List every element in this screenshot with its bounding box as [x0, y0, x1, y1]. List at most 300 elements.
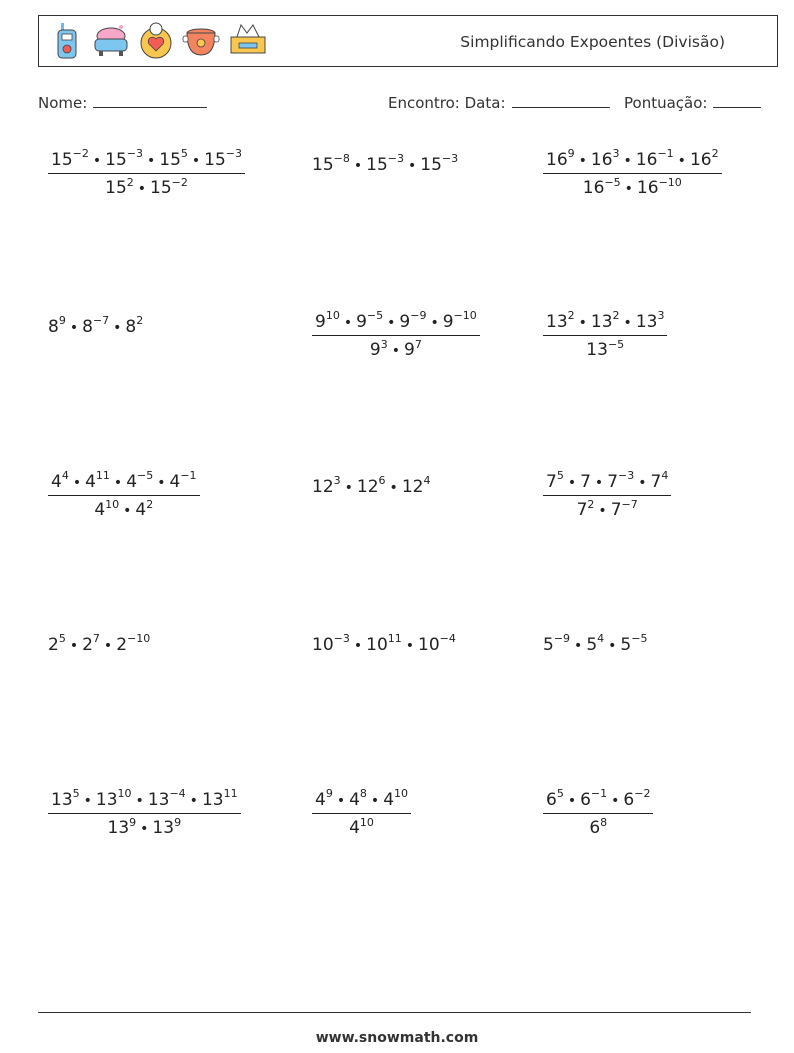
- exponent: 9: [174, 815, 182, 829]
- power-term: [543, 632, 571, 655]
- power-term: [650, 469, 669, 492]
- power-term: [125, 314, 144, 337]
- footer-url: www.snowmath.com: [315, 1030, 479, 1046]
- multiply-dot: •: [405, 637, 415, 654]
- exponent: −4: [439, 632, 456, 645]
- power-term: [51, 469, 69, 492]
- base: 13: [152, 818, 175, 839]
- numerator: [312, 788, 411, 813]
- exponent: 2: [587, 497, 595, 511]
- exponent: 10: [117, 787, 132, 800]
- multiply-dot: •: [353, 157, 363, 174]
- multiply-dot: •: [157, 474, 166, 491]
- power-term: [623, 787, 651, 810]
- base: 7: [580, 471, 591, 492]
- base: 15: [105, 178, 127, 199]
- power-term: [383, 787, 409, 810]
- denominator: [48, 813, 241, 839]
- expression: [48, 314, 144, 337]
- power-term: [105, 175, 134, 199]
- expression: [312, 152, 459, 175]
- power-term: [201, 787, 238, 810]
- base: 7: [607, 471, 619, 492]
- power-term: [610, 497, 638, 521]
- exponent: 5: [180, 147, 188, 160]
- multiply-dot: •: [135, 792, 144, 809]
- power-term: [159, 147, 188, 170]
- power-term: [204, 147, 243, 170]
- base: 4: [349, 789, 360, 810]
- multiply-dot: •: [578, 314, 587, 331]
- multiply-dot: •: [578, 152, 587, 169]
- base: 15: [420, 154, 442, 175]
- multiply-dot: •: [430, 314, 439, 331]
- multiply-dot: •: [189, 792, 198, 809]
- expression: [51, 469, 197, 492]
- exponent: −8: [333, 152, 350, 165]
- exponent: 2: [711, 147, 719, 160]
- fraction: [48, 148, 245, 198]
- base: 10: [418, 634, 440, 655]
- tissue-box-icon: [227, 21, 269, 61]
- base: 9: [369, 340, 381, 361]
- problem-2: [312, 150, 458, 176]
- baby-monitor-icon: [51, 21, 85, 61]
- base: 10: [366, 634, 388, 655]
- expression: [543, 632, 648, 655]
- power-term: [635, 147, 674, 170]
- power-term: [126, 469, 154, 492]
- power-term: [150, 175, 188, 199]
- power-term: [580, 472, 591, 492]
- base: 4: [315, 789, 326, 810]
- multiply-dot: •: [103, 637, 113, 654]
- base: 15: [51, 149, 73, 170]
- multiply-dot: •: [370, 792, 380, 809]
- power-term: [401, 474, 431, 497]
- exponent: −2: [171, 175, 188, 189]
- date-blank[interactable]: [512, 93, 610, 108]
- base: 13: [590, 311, 613, 332]
- exponent: −3: [126, 147, 143, 160]
- exponent: −1: [180, 469, 197, 482]
- power-term: [116, 632, 151, 655]
- exponent: −5: [607, 337, 625, 351]
- base: 16: [635, 149, 658, 170]
- problem-15: [543, 788, 653, 838]
- expression: [94, 497, 154, 521]
- power-term: [546, 469, 564, 492]
- exponent: 11: [387, 632, 402, 645]
- base: 13: [51, 789, 73, 810]
- base: 9: [442, 311, 454, 332]
- base: 8: [48, 316, 59, 337]
- exponent: −1: [590, 787, 608, 800]
- exponent: 2: [612, 309, 620, 322]
- exponent: −3: [333, 632, 350, 645]
- power-term: [105, 147, 143, 170]
- problem-6: [543, 310, 667, 360]
- problem-1: [48, 148, 245, 198]
- base: 7: [576, 500, 588, 521]
- exponent: 10: [359, 815, 374, 829]
- denominator: [312, 335, 480, 361]
- power-term: [51, 147, 89, 170]
- base: 4: [51, 471, 62, 492]
- expression: [315, 309, 477, 332]
- power-term: [107, 815, 137, 839]
- power-term: [590, 309, 620, 332]
- exponent: 8: [600, 815, 608, 829]
- expression: [546, 147, 719, 170]
- multiply-dot: •: [113, 474, 123, 491]
- numerator: [543, 470, 671, 495]
- problem-7: [48, 470, 200, 520]
- power-term: [399, 309, 427, 332]
- name-label: Nome:: [38, 94, 88, 112]
- denominator: [543, 173, 722, 199]
- base: 9: [404, 340, 415, 361]
- base: 15: [204, 149, 226, 170]
- base: 13: [546, 311, 568, 332]
- exponent: 5: [556, 787, 564, 800]
- base: 9: [315, 311, 326, 332]
- base: 13: [147, 789, 170, 810]
- base: 13: [107, 818, 130, 839]
- base: 15: [366, 154, 388, 175]
- numerator: [543, 788, 653, 813]
- base: 2: [48, 634, 59, 655]
- problem-8: [312, 472, 430, 498]
- expression: [107, 815, 182, 839]
- multiply-dot: •: [69, 637, 79, 654]
- exponent: 9: [58, 314, 66, 327]
- base: 15: [105, 149, 127, 170]
- base: 6: [623, 789, 635, 810]
- multiply-dot: •: [343, 314, 353, 331]
- power-term: [635, 309, 665, 332]
- power-term: [580, 787, 608, 810]
- power-term: [135, 497, 154, 521]
- multiply-dot: •: [638, 474, 647, 491]
- problem-11: [312, 630, 456, 656]
- numerator: [48, 470, 200, 495]
- exponent: 3: [612, 147, 620, 160]
- multiply-dot: •: [407, 157, 417, 174]
- multiply-dot: •: [92, 152, 102, 169]
- power-term: [356, 474, 386, 497]
- multiply-dot: •: [608, 637, 617, 654]
- fraction: [312, 788, 411, 838]
- exponent: 5: [58, 632, 66, 645]
- base: 4: [383, 789, 395, 810]
- base: 12: [356, 476, 379, 497]
- exponent: 7: [414, 337, 422, 351]
- power-term: [546, 787, 564, 810]
- denominator: [312, 813, 411, 839]
- fraction: [543, 788, 653, 838]
- power-term: [589, 815, 608, 839]
- multiply-dot: •: [140, 821, 149, 838]
- exponent: 4: [61, 469, 69, 482]
- score-field[interactable]: [624, 93, 761, 112]
- base: 7: [610, 500, 622, 521]
- exponent: 4: [661, 469, 669, 482]
- exponent: −3: [441, 152, 459, 165]
- exponent: −2: [72, 147, 89, 160]
- exponent: 2: [146, 497, 154, 511]
- numerator: [543, 148, 722, 173]
- base: 13: [95, 789, 118, 810]
- denominator: [543, 335, 667, 361]
- problem-13: [48, 788, 241, 838]
- base: 15: [159, 149, 181, 170]
- expression: [586, 337, 625, 361]
- exponent: −9: [410, 309, 427, 322]
- date-field[interactable]: [388, 93, 610, 112]
- exponent: −4: [169, 787, 186, 800]
- power-term: [576, 497, 595, 521]
- power-term: [586, 337, 625, 361]
- fraction: [48, 470, 200, 520]
- denominator: [543, 813, 653, 839]
- exponent: −5: [604, 175, 621, 189]
- numerator: [312, 310, 480, 335]
- multiply-dot: •: [123, 503, 132, 520]
- base: 16: [582, 178, 605, 199]
- base: 6: [546, 789, 557, 810]
- multiply-dot: •: [113, 319, 122, 336]
- power-term: [95, 787, 132, 810]
- power-term: [590, 147, 620, 170]
- base: 16: [636, 178, 659, 199]
- exponent: 6: [378, 474, 386, 487]
- exponent: 3: [657, 309, 665, 322]
- power-term: [607, 469, 635, 492]
- exponent: −7: [92, 314, 110, 327]
- multiply-dot: •: [353, 637, 363, 654]
- exponent: 7: [92, 632, 100, 645]
- power-term: [82, 314, 110, 337]
- base: 10: [312, 634, 334, 655]
- fraction: [543, 310, 667, 360]
- base: 15: [312, 154, 334, 175]
- power-term: [169, 469, 197, 492]
- base: 2: [116, 634, 128, 655]
- exponent: 9: [567, 147, 575, 160]
- numerator: [543, 310, 667, 335]
- exponent: −1: [657, 147, 674, 160]
- power-term: [636, 175, 682, 199]
- expression: [369, 337, 422, 361]
- power-term: [620, 632, 648, 655]
- expression: [51, 147, 243, 170]
- exponent: −10: [453, 309, 477, 322]
- base: 7: [546, 471, 557, 492]
- multiply-dot: •: [83, 792, 92, 809]
- base: 4: [135, 500, 147, 521]
- power-term: [442, 309, 477, 332]
- exponent: −5: [137, 469, 154, 482]
- base: 8: [125, 316, 137, 337]
- problem-5: [312, 310, 480, 360]
- problem-12: [543, 630, 647, 656]
- exponent: 5: [556, 469, 564, 482]
- expression: [582, 175, 682, 199]
- multiply-dot: •: [567, 792, 577, 809]
- exponent: 9: [325, 787, 333, 800]
- base: 4: [169, 471, 181, 492]
- name-blank[interactable]: [93, 93, 207, 108]
- power-term: [369, 337, 388, 361]
- multiply-dot: •: [389, 479, 398, 496]
- power-term: [48, 314, 66, 337]
- expression: [315, 787, 409, 810]
- exponent: 8: [359, 787, 367, 800]
- power-term: [315, 787, 333, 810]
- expression: [546, 469, 669, 492]
- multiply-dot: •: [72, 474, 82, 491]
- score-blank[interactable]: [713, 93, 761, 108]
- power-term: [689, 147, 719, 170]
- power-term: [51, 787, 80, 810]
- expression: [51, 787, 238, 810]
- expression: [589, 815, 608, 839]
- fraction: [48, 788, 241, 838]
- numerator: [48, 148, 245, 173]
- base: 13: [586, 340, 608, 361]
- exponent: 10: [394, 787, 409, 800]
- multiply-dot: •: [574, 637, 583, 654]
- power-term: [85, 469, 110, 492]
- multiply-dot: •: [611, 792, 620, 809]
- exponent: −7: [621, 497, 638, 511]
- multiply-dot: •: [567, 474, 577, 491]
- problem-14: [312, 788, 411, 838]
- power-term: [366, 632, 402, 655]
- base: 12: [312, 476, 334, 497]
- multiply-dot: •: [69, 319, 79, 336]
- power-term: [349, 787, 367, 810]
- base: 8: [82, 316, 93, 337]
- multiply-dot: •: [598, 503, 607, 520]
- exponent: 5: [72, 787, 80, 800]
- base: 16: [546, 149, 568, 170]
- exponent: 3: [380, 337, 388, 351]
- problem-10: [48, 630, 150, 656]
- multiply-dot: •: [623, 152, 632, 169]
- exponent: 10: [325, 309, 340, 322]
- numerator: [48, 788, 241, 813]
- base: 13: [201, 789, 224, 810]
- multiply-dot: •: [623, 314, 632, 331]
- score-label: Pontuação:: [624, 94, 708, 112]
- power-term: [312, 632, 350, 655]
- fraction: [312, 310, 480, 360]
- fraction: [543, 470, 671, 520]
- name-field[interactable]: [38, 93, 207, 112]
- expression: [349, 815, 374, 839]
- exponent: −10: [658, 175, 682, 189]
- base: 4: [94, 500, 106, 521]
- problem-4: [48, 312, 143, 338]
- power-term: [546, 147, 575, 170]
- power-term: [48, 632, 66, 655]
- multiply-dot: •: [594, 474, 604, 491]
- header-box: [38, 15, 778, 67]
- power-term: [315, 309, 340, 332]
- expression: [105, 175, 188, 199]
- base: 12: [401, 476, 424, 497]
- power-term: [366, 152, 404, 175]
- exponent: 2: [136, 314, 144, 327]
- exponent: −2: [634, 787, 651, 800]
- multiply-dot: •: [191, 152, 201, 169]
- multiply-dot: •: [677, 152, 686, 169]
- expression: [546, 309, 665, 332]
- base: 4: [349, 818, 360, 839]
- exponent: −10: [127, 632, 151, 645]
- power-term: [586, 632, 605, 655]
- base: 13: [635, 311, 658, 332]
- worksheet-title: Simplificando Expoentes (Divisão): [460, 33, 725, 51]
- base: 9: [399, 311, 411, 332]
- power-term: [582, 175, 621, 199]
- baby-pot-icon: [181, 21, 221, 61]
- multiply-dot: •: [344, 479, 353, 496]
- multiply-dot: •: [624, 181, 633, 198]
- base: 9: [356, 311, 367, 332]
- exponent: −5: [366, 309, 384, 322]
- power-term: [404, 337, 422, 361]
- power-term: [94, 497, 120, 521]
- expression: [576, 497, 638, 521]
- denominator: [543, 495, 671, 521]
- exponent: 4: [423, 474, 431, 487]
- footer-divider: [38, 1012, 751, 1013]
- exponent: 2: [567, 309, 575, 322]
- exponent: −3: [618, 469, 635, 482]
- exponent: −3: [225, 147, 243, 160]
- power-term: [356, 309, 384, 332]
- problem-3: [543, 148, 722, 198]
- fraction: [543, 148, 722, 198]
- power-term: [312, 474, 341, 497]
- exponent: 3: [333, 474, 341, 487]
- multiply-dot: •: [137, 181, 147, 198]
- date-label: Encontro: Data:: [388, 94, 506, 112]
- base: 2: [82, 634, 93, 655]
- base: 6: [580, 789, 591, 810]
- exponent: 11: [95, 469, 110, 482]
- exponent: −5: [631, 632, 648, 645]
- multiply-dot: •: [336, 792, 346, 809]
- base: 5: [620, 634, 632, 655]
- expression: [312, 632, 456, 655]
- exponent: 11: [223, 787, 238, 800]
- power-term: [546, 309, 575, 332]
- denominator: [48, 173, 245, 199]
- base: 5: [543, 634, 554, 655]
- power-term: [147, 787, 186, 810]
- base: 16: [689, 149, 712, 170]
- expression: [546, 787, 651, 810]
- exponent: 2: [126, 175, 134, 189]
- base: 7: [650, 471, 662, 492]
- power-term: [420, 152, 459, 175]
- expression: [312, 474, 431, 497]
- exponent: −9: [553, 632, 571, 645]
